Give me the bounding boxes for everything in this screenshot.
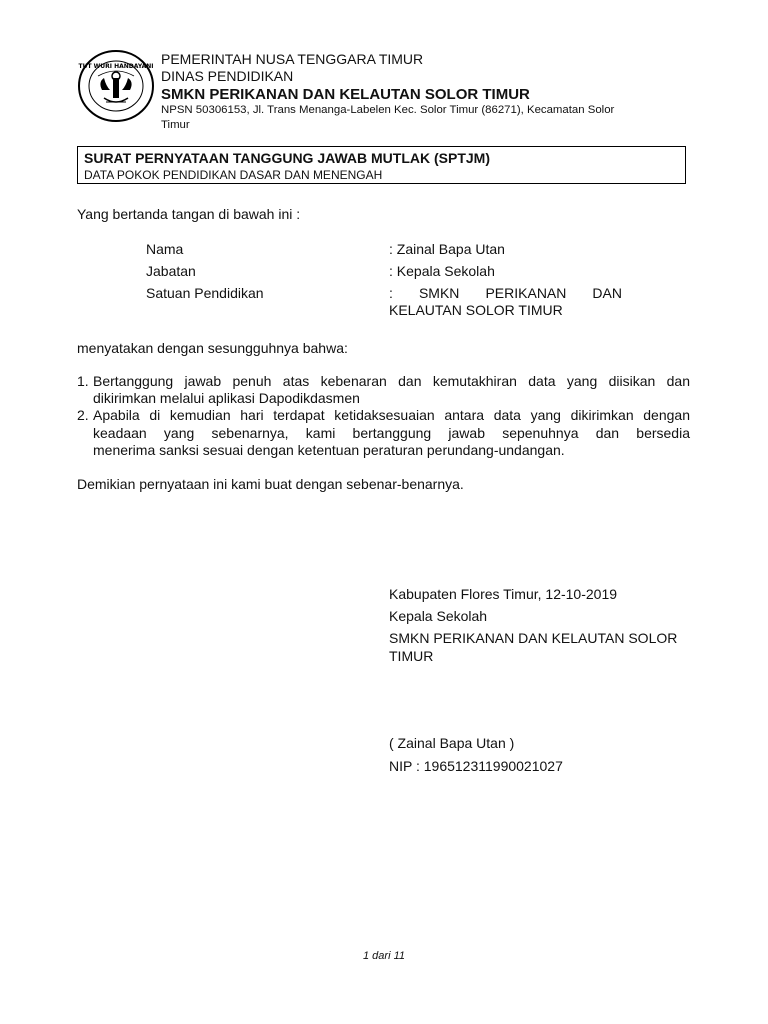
signatory-nip: NIP : 196512311990021027: [389, 758, 563, 774]
item-1-line-2: dikirimkan melalui aplikasi Dapodikdasmen: [93, 390, 360, 406]
signature-school-line-2: TIMUR: [389, 648, 434, 664]
name-value: : Zainal Bapa Utan: [389, 241, 505, 257]
signatory-name: ( Zainal Bapa Utan ): [389, 735, 515, 751]
position-value: : Kepala Sekolah: [389, 263, 495, 279]
item-1-number: 1.: [77, 373, 89, 389]
item-2-line-3: menerima sanksi sesuai dengan ketentuan peraturan perundang-undangan.: [93, 442, 565, 458]
unit-value-line-2: KELAUTAN SOLOR TIMUR: [389, 302, 563, 318]
document-subtitle: DATA POKOK PENDIDIKAN DASAR DAN MENENGAH: [84, 168, 383, 182]
item-2-line-2: keadaan yang sebenarnya, kami bertanggung jawab sepenuhnya dan bersedia: [93, 425, 690, 441]
closing-statement: Demikian pernyataan ini kami buat dengan sebenar-benarnya.: [77, 476, 464, 492]
item-1-line-1: Bertanggung jawab penuh atas kebenaran dan kemutakhiran data yang diisikan dan: [93, 373, 690, 389]
letterhead-address: [161, 103, 681, 133]
intro-text: Yang bertanda tangan di bawah ini :: [77, 206, 301, 222]
signature-position: Kepala Sekolah: [389, 608, 488, 624]
address-line-1: NPSN 50306153, Jl. Trans Menanga-Labelen Kec. Solor Timur (86271), Kecamatan Solor: [161, 104, 615, 116]
item-2-number: 2.: [77, 407, 89, 423]
page-number: 1 dari 11: [363, 950, 405, 962]
letterhead-government: PEMERINTAH NUSA TENGGARA TIMUR: [161, 51, 424, 67]
letterhead-department: DINAS PENDIDIKAN: [161, 68, 294, 84]
signature-school-line-1: SMKN PERIKANAN DAN KELAUTAN SOLOR: [389, 630, 678, 646]
item-2-line-1: Apabila di kemudian hari terdapat ketidaksesuaian antara data yang dikirimkan dengan: [93, 407, 690, 423]
position-label: Jabatan: [146, 263, 196, 279]
unit-label: Satuan Pendidikan: [146, 285, 264, 301]
statement-intro: menyatakan dengan sesungguhnya bahwa:: [77, 340, 348, 356]
document-title: SURAT PERNYATAAN TANGGUNG JAWAB MUTLAK (SPTJM): [84, 150, 490, 166]
svg-text:TUT WURI HANDAYANI: TUT WURI HANDAYANI: [78, 63, 154, 70]
name-label: Nama: [146, 241, 184, 257]
document-title-box: [77, 146, 686, 184]
unit-value-line-1: : SMKN PERIKANAN DAN: [389, 285, 622, 301]
letterhead-school-name: SMKN PERIKANAN DAN KELAUTAN SOLOR TIMUR: [161, 86, 530, 103]
tut-wuri-handayani-logo: [76, 48, 156, 124]
signature-place-date: Kabupaten Flores Timur, 12-10-2019: [389, 586, 618, 602]
address-line-2: Timur: [161, 119, 190, 131]
